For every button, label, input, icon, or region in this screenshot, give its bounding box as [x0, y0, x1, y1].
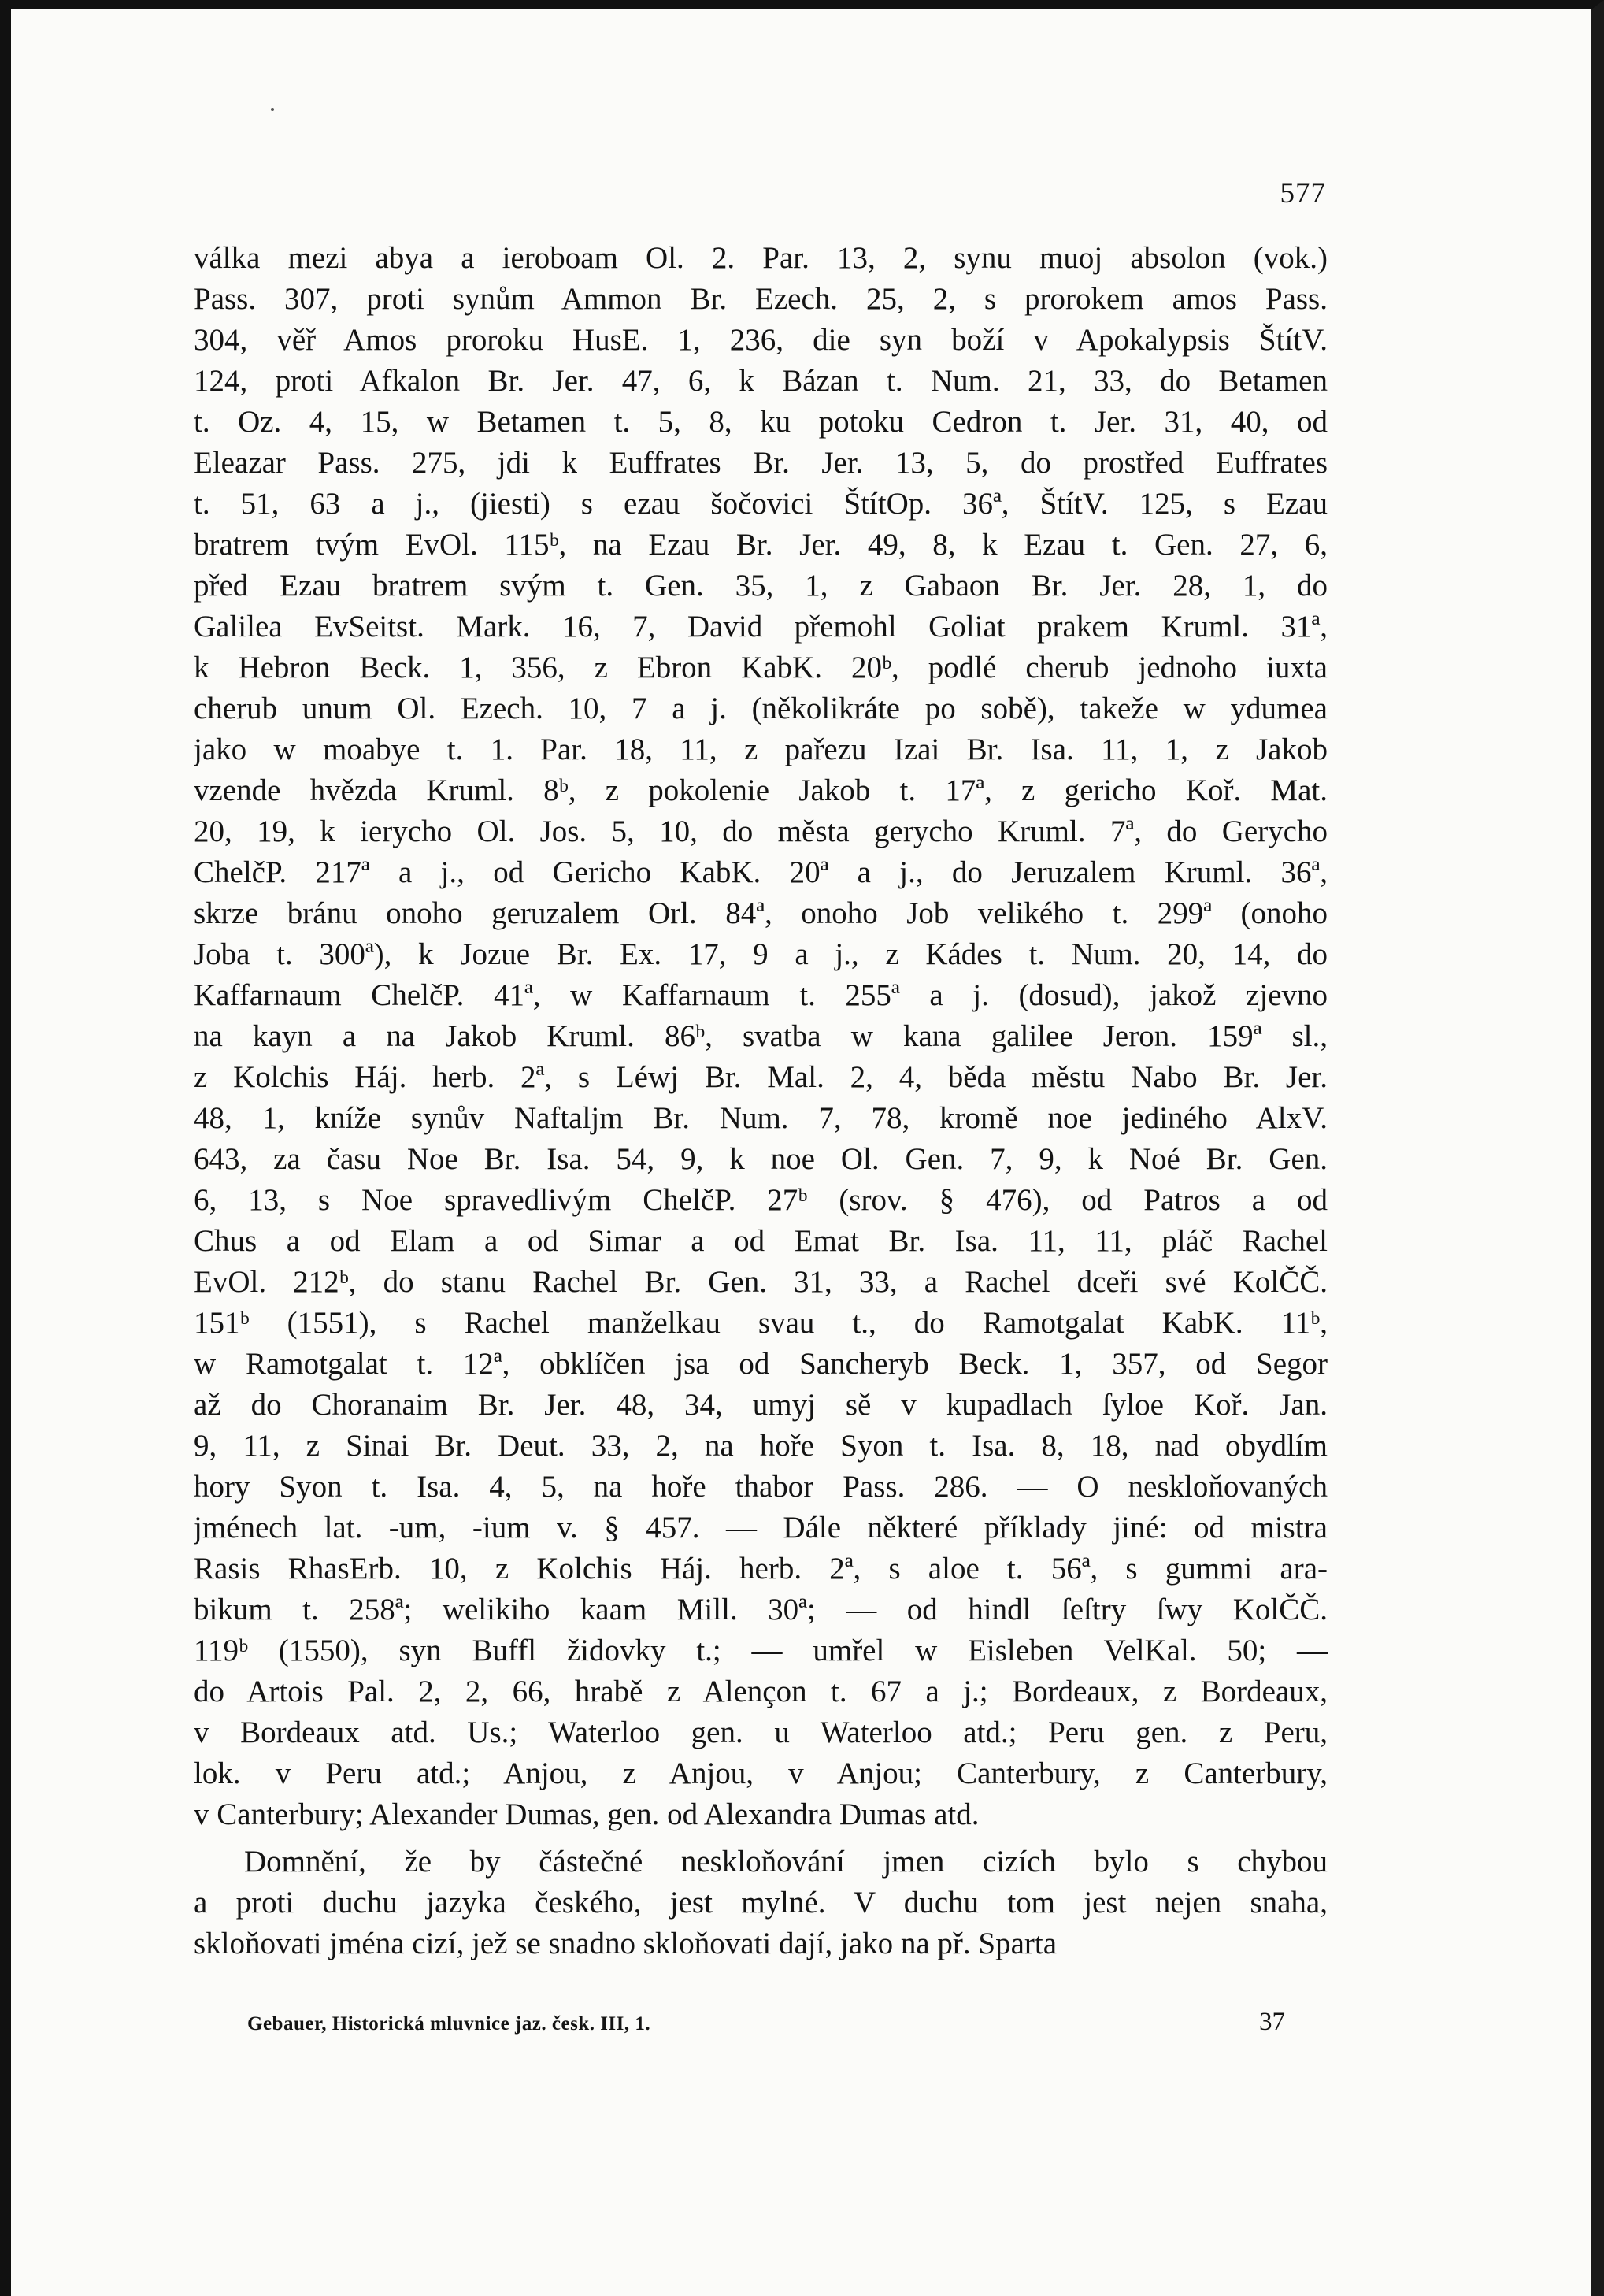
body-text	[194, 238, 1328, 1964]
text-line: t. 51, 63 a j., (jiesti) s ezau šočovici ŠtítOp. 36ª, ŠtítV. 125, s Ezau	[194, 487, 1328, 521]
paragraph	[194, 1842, 1328, 1964]
text-line: do Artois Pal. 2, 2, 66, hrabě z Alençon t. 67 a j.; Bordeaux, z Bordeaux,	[194, 1675, 1328, 1708]
text-line: Eleazar Pass. 275, jdi k Euffrates Br. Jer. 13, 5, do prostřed Euffrates	[194, 446, 1328, 480]
text-line: 643, za času Noe Br. Isa. 54, 9, k noe Ol. Gen. 7, 9, k Noé Br. Gen.	[194, 1142, 1328, 1176]
text-line: bratrem tvým EvOl. 115ᵇ, na Ezau Br. Jer. 49, 8, k Ezau t. Gen. 27, 6,	[194, 528, 1328, 562]
text-line: 6, 13, s Noe spravedlivým ChelčP. 27ᵇ (srov. § 476), od Patros a od	[194, 1183, 1328, 1217]
text-line: před Ezau bratrem svým t. Gen. 35, 1, z Gabaon Br. Jer. 28, 1, do	[194, 569, 1328, 603]
text-line: Galilea EvSeitst. Mark. 16, 7, David přemohl Goliat prakem Kruml. 31ª,	[194, 610, 1328, 644]
text-line: t. Oz. 4, 15, w Betamen t. 5, 8, ku potoku Cedron t. Jer. 31, 40, od	[194, 405, 1328, 439]
text-line: jménech lat. -um, -ium v. § 457. — Dále některé příklady jiné: od mistra	[194, 1511, 1328, 1545]
text-line: Kaffarnaum ChelčP. 41ª, w Kaffarnaum t. 255ª a j. (dosud), jakož zjevno	[194, 978, 1328, 1012]
page-footer	[247, 2008, 1285, 2037]
footer-source: Gebauer, Historická mluvnice jaz. česk. III, 1.	[247, 2013, 651, 2035]
text-line: Chus a od Elam a od Simar a od Emat Br. Isa. 11, 11, pláč Rachel	[194, 1224, 1328, 1258]
text-line: ChelčP. 217ª a j., od Gericho KabK. 20ª a j., do Jeruzalem Kruml. 36ª,	[194, 855, 1328, 889]
text-line: bikum t. 258ª; welikiho kaam Mill. 30ª; — od hindl ſeſtry ſwy KolČČ.	[194, 1593, 1328, 1626]
text-line: v Bordeaux atd. Us.; Waterloo gen. u Waterloo atd.; Peru gen. z Peru,	[194, 1716, 1328, 1749]
text-line: jako w moabye t. 1. Par. 18, 11, z pařezu Izai Br. Isa. 11, 1, z Jakob	[194, 733, 1328, 766]
text-line: až do Choranaim Br. Jer. 48, 34, umyj sě v kupadlach ſyloe Koř. Jan.	[194, 1388, 1328, 1422]
text-line: cherub unum Ol. Ezech. 10, 7 a j. (několikráte po sobě), takeže w ydumea	[194, 692, 1328, 725]
text-line: Pass. 307, proti synům Ammon Br. Ezech. 25, 2, s prorokem amos Pass.	[194, 282, 1328, 316]
text-line: w Ramotgalat t. 12ª, obklíčen jsa od Sancheryb Beck. 1, 357, od Segor	[194, 1347, 1328, 1381]
text-line: 151ᵇ (1551), s Rachel manželkau svau t., do Ramotgalat KabK. 11ᵇ,	[194, 1306, 1328, 1340]
footer-signature: 37	[1259, 2008, 1285, 2036]
page-number: 577	[1280, 177, 1326, 210]
text-line: 20, 19, k ierycho Ol. Jos. 5, 10, do města gerycho Kruml. 7ª, do Gerycho	[194, 814, 1328, 848]
scan-speck	[271, 108, 274, 111]
text-line: hory Syon t. Isa. 4, 5, na hoře thabor Pass. 286. — O neskloňovaných	[194, 1470, 1328, 1504]
text-line: na kayn a na Jakob Kruml. 86ᵇ, svatba w kana galilee Jeron. 159ª sl.,	[194, 1019, 1328, 1053]
text-line: z Kolchis Háj. herb. 2ª, s Léwj Br. Mal. 2, 4, běda městu Nabo Br. Jer.	[194, 1060, 1328, 1094]
text-line: vzende hvězda Kruml. 8ᵇ, z pokolenie Jakob t. 17ª, z gericho Koř. Mat.	[194, 773, 1328, 807]
text-line: lok. v Peru atd.; Anjou, z Anjou, v Anjou; Canterbury, z Canterbury,	[194, 1756, 1328, 1790]
text-line: EvOl. 212ᵇ, do stanu Rachel Br. Gen. 31, 33, a Rachel dceři své KolČČ.	[194, 1265, 1328, 1299]
text-line: Joba t. 300ª), k Jozue Br. Ex. 17, 9 a j., z Kádes t. Num. 20, 14, do	[194, 937, 1328, 971]
text-line: skrze bránu onoho geruzalem Orl. 84ª, onoho Job velikého t. 299ª (onoho	[194, 896, 1328, 930]
text-line: Rasis RhasErb. 10, z Kolchis Háj. herb. 2ª, s aloe t. 56ª, s gummi ara-	[194, 1552, 1328, 1586]
text-line: válka mezi abya a ieroboam Ol. 2. Par. 13, 2, synu muoj absolon (vok.)	[194, 241, 1328, 275]
text-line: 304, věř Amos proroku HusE. 1, 236, die syn boží v Apokalypsis ŠtítV.	[194, 323, 1328, 357]
text-line: skloňovati jména cizí, jež se snadno skloňovati dají, jako na př. Sparta	[194, 1927, 1058, 1960]
paragraph-gap	[194, 1835, 1328, 1842]
text-line: 9, 11, z Sinai Br. Deut. 33, 2, na hoře Syon t. Isa. 8, 18, nad obydlím	[194, 1429, 1328, 1463]
text-line: v Canterbury; Alexander Dumas, gen. od Alexandra Dumas atd.	[194, 1797, 980, 1831]
text-line: k Hebron Beck. 1, 356, z Ebron KabK. 20ᵇ, podlé cherub jednoho iuxta	[194, 651, 1328, 684]
text-line: 48, 1, kníže synův Naftaljm Br. Num. 7, 78, kromě noe jediného AlxV.	[194, 1101, 1328, 1135]
text-line: Domnění, že by částečné neskloňování jmen cizích bylo s chybou	[244, 1845, 1328, 1879]
text-line: a proti duchu jazyka českého, jest mylné. V duchu tom jest nejen snaha,	[194, 1886, 1328, 1920]
paragraph	[194, 238, 1328, 1835]
text-line: 124, proti Afkalon Br. Jer. 47, 6, k Bázan t. Num. 21, 33, do Betamen	[194, 364, 1328, 398]
text-line: 119ᵇ (1550), syn Buffl židovky t.; — umřel w Eisleben VelKal. 50; —	[194, 1634, 1328, 1667]
